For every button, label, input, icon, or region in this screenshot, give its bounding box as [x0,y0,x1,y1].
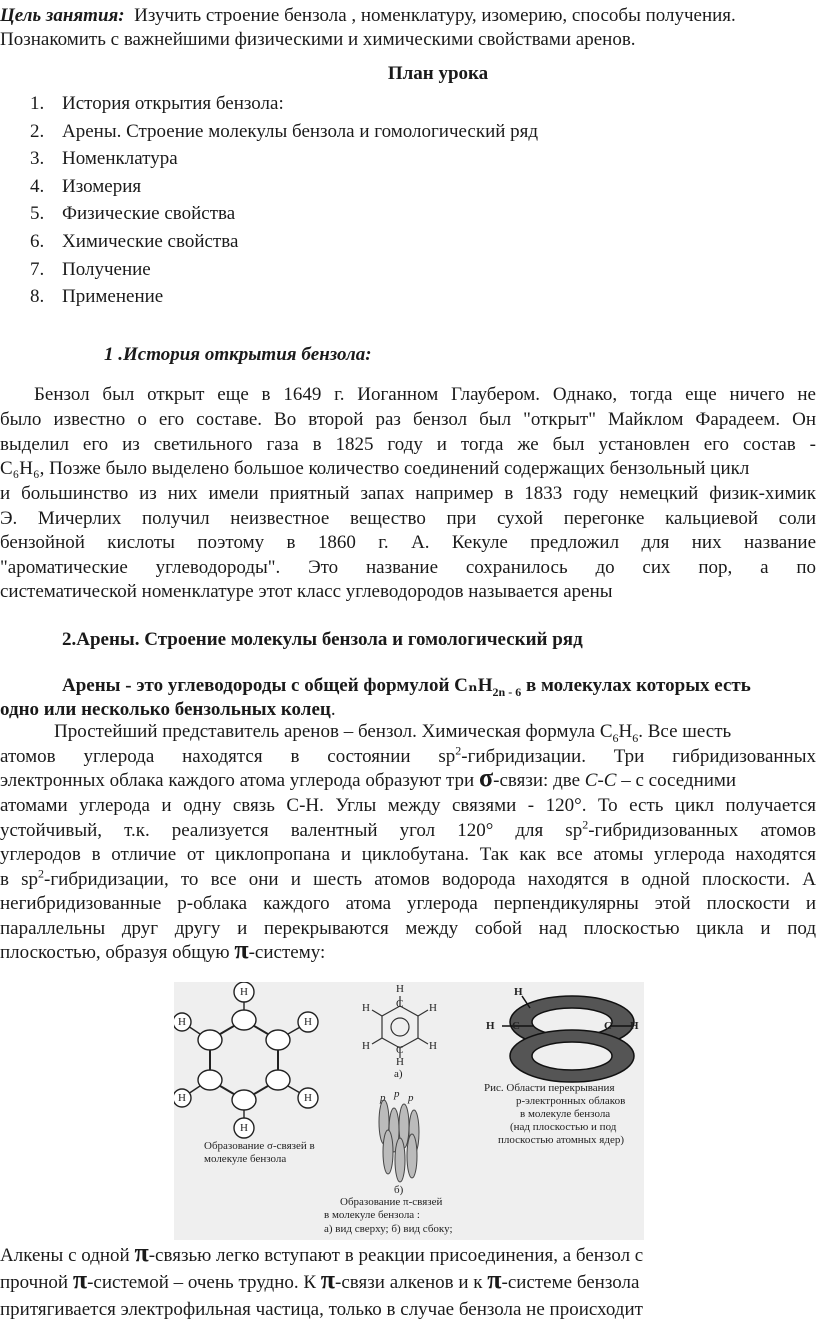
general-formula: CₙH$_{2n - 6}$ [454,675,522,699]
atom-label: H [429,1040,437,1052]
atom-label: H [486,1020,495,1032]
ring-caption-2: р-электронных облаков [516,1095,626,1107]
formula-c6h6: C₆H₆, [0,458,45,479]
bottom-line-2: прочной π-системой – очень трудно. К π-связи алкенов и к π-системе бензола [0,1265,640,1294]
bottom-line-3: притягивается электрофильная частица, только в случае бензола не происходит [0,1299,643,1320]
p-line-5: устойчивый, т.к. реализуется валентный угол 120° для $sp^2$-гибридизованных атомов [0,817,816,841]
section1-line: "ароматические углеводороды". Это название сохранилось до сих пор, а по [0,557,816,578]
ring-caption-5: плоскостью атомных ядер) [498,1134,625,1146]
atom-label: H [362,1040,370,1052]
section2-heading: 2.Арены. Строение молекулы бензола и гомологический ряд [62,629,583,650]
p-line-8: негибридизованные p-облака каждого атома углерода перпендикулярны этой плоскости и [0,893,816,914]
benzene-figure [174,982,644,1240]
list-item: 2. Арены. Строение молекулы бензола и гомологический ряд [30,120,539,142]
atom-label: C [396,1044,404,1056]
orbital-label: p [408,1092,414,1104]
plan-list [30,90,538,311]
section1-line: Бензол был открыт еще в 1649 г. Иоганном Глаубером. Однако, тогда еще ничего не [34,384,816,405]
atom-label: H [304,1016,312,1028]
atom-label: H [514,986,523,998]
pi-caption-1: Образование π-связей [340,1196,443,1208]
section1-heading: 1 .История открытия бензола: [104,344,372,365]
pi-cloud-rings [502,996,634,1082]
bottom-line-1: Алкены с одной π-связью легко вступают в реакции присоединения, а бензол с [0,1238,644,1267]
goal-line-1 [0,4,816,28]
sigma-symbol: σ [478,763,494,792]
atom-label: C [512,1020,520,1032]
list-item: 6. Химические свойства [30,230,239,252]
goal-line-2: Познакомить с важнейшими физическими и химическими свойствами аренов. [0,29,636,50]
definition-line-1: Арены - это углеводороды с общей формулой CₙH$_{2n - 6}$ в молекулах которых есть [62,675,751,699]
section1-line-4: C₆H₆, Позже было выделено большое количество соединений содержащих бензольный цикл [0,458,750,479]
section1-line: и большинство из них имели приятный запах например в 1833 году немецкий физик-химик [0,483,816,504]
section1-line: Э. Мичерлих получил неизвестное вещество при сухой перегонке кальциевой соли [0,508,816,529]
pi-symbol: π [234,935,249,964]
benzene-side-view [379,1100,419,1182]
section1-line: было известно о его составе. Во второй раз бензол был "открыт" Майклом Фарадеем. Он [0,409,816,430]
label-b: б) [394,1184,404,1196]
list-item: 1. История открытия бензола: [30,93,284,114]
pi-caption-2: в молекуле бензола : [324,1209,420,1221]
label-a: а) [394,1068,403,1080]
atom-label: H [240,986,248,998]
list-item: 4. Изомерия [30,175,142,197]
pi-symbol: π [72,1265,88,1294]
atom-label: H [396,983,404,995]
list-item: 3. Номенклатура [30,148,178,170]
p-line-1: Простейший представитель аренов – бензол. Химическая формула $C_6H_6$. Все шесть [54,721,732,745]
list-item: 5. Физические свойства [30,203,236,225]
ring-caption-4: (над плоскостью и под [510,1121,617,1133]
sigma-bond-diagram [174,982,318,1138]
sigma-caption-2: молекуле бензола [204,1153,287,1165]
atom-label: C [604,1020,612,1032]
goal-text-1: Изучить строение бензола , номенклатуру, изомерию, способы получения. [134,5,736,26]
section1-line: систематической номенклатуре этот класс углеводородов называется арены [0,581,613,602]
atom-label: H [304,1092,312,1104]
pi-caption-3: а) вид сверху; б) вид сбоку; [324,1223,453,1235]
atom-label: H [630,1020,639,1032]
atom-label: H [178,1016,186,1028]
list-item: 8. Применение [30,286,164,308]
plan-title: План урока [387,63,489,84]
section1-line: бензойной кислоты поэтому в 1860 г. А. Кекуле предложил для них название [0,532,816,553]
orbital-label: p [380,1092,386,1104]
ring-caption-3: в молекуле бензола [520,1108,611,1120]
ring-caption-1: Рис. Области перекрывания [484,1082,615,1094]
list-item: 7. Получение [30,258,151,280]
atom-label: H [240,1122,248,1134]
p-line-6: углеродов в отличие от циклопропана и циклобутана. Так как все атомы углерода находятся [0,844,816,865]
p-line-9: параллельны друг другу и перекрываются между собой над плоскостью цикла и под [0,918,816,939]
goal-label: Цель занятия: [0,5,125,26]
pi-symbol: π [320,1265,336,1294]
atom-label: H [429,1002,437,1014]
atom-label: H [396,1056,404,1068]
p-line-3: электронных облака каждого атома углерода образуют три σ-связи: две С-С – с соседними [0,763,737,792]
pi-symbol: π [487,1265,502,1294]
atom-label: C [396,998,404,1010]
atom-label: H [362,1002,370,1014]
definition-line-2: одно или несколько бензольных колец. [0,699,336,720]
atom-label: H [178,1092,186,1104]
sigma-caption-1: Образование σ-связей в [204,1140,315,1152]
section1-line: выделил его из светильного газа в 1825 году и тогда же был установлен его состав - [0,434,816,455]
pi-symbol: π [134,1238,149,1267]
orbital-label: p [394,1088,400,1100]
p-line-10: плоскостью, образуя общую π-систему: [0,935,326,964]
p-line-2: атомов углерода находятся в состоянии $sp^2$-гибридизации. Три гибридизованных [0,743,816,767]
p-line-4: атомами углерода и одну связь С-Н. Углы между связями - 120°. То есть цикл получается [0,795,816,816]
p-line-7: в $sp^2$-гибридизации, то все они и шесть атомов водорода находятся в одной плоскости. А [0,866,816,890]
